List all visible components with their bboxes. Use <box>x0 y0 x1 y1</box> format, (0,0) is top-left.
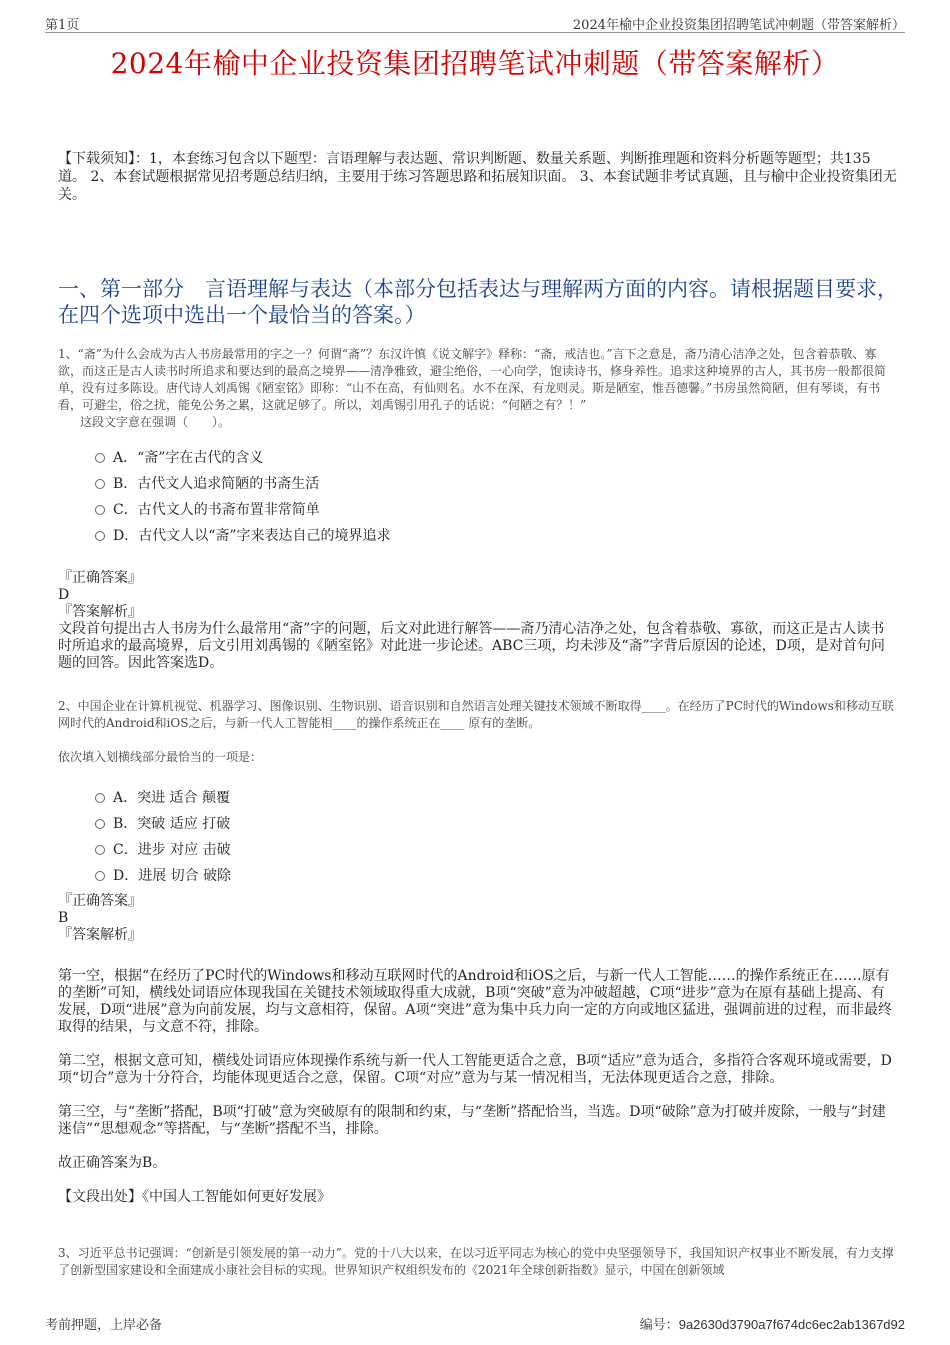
page-header <box>45 14 905 33</box>
option-label: D．古代文人以“斋”字来表达自己的境界追求 <box>113 528 391 544</box>
question-3-stem: 3、习近平总书记强调：“创新是引领发展的第一动力”。党的十八大以来，在以习近平同志为核心的党中央坚强领导下，我国知识产权事业不断发展，有力支撑了创新型国家建设和全面建成小康社会目标的实现。世界知识产权组织发布的《2021年全球创新指数》显示，中国在创新领域 <box>58 1246 894 1277</box>
question-2-analysis <box>58 968 896 1223</box>
answer-value: B <box>58 910 69 926</box>
answer-label: 『正确答案』 <box>58 570 142 586</box>
option-label: D．进展 切合 破除 <box>113 868 232 884</box>
option-label: A．突进 适合 颠覆 <box>113 790 231 806</box>
answer-label: 『正确答案』 <box>58 893 142 909</box>
question-1-prompt: 这段文字意在强调（ ）。 <box>80 415 231 429</box>
option-label: B．古代文人追求简陋的书斋生活 <box>113 476 320 492</box>
radio-icon[interactable] <box>95 531 105 541</box>
option-c[interactable] <box>95 497 391 523</box>
question-2 <box>58 698 898 766</box>
question-3 <box>58 1245 898 1279</box>
download-notice: 【下载须知】：1，本套练习包含以下题型：言语理解与表达题、常识判断题、数量关系题、判断推理题和资料分析题等题型；共135道。 2、本套试题根据常见招考题总结归纳，主要用于练习答题思路和拓展知识面。 3、本套试题非考试真题，且与榆中企业投资集团无关。 <box>58 151 897 203</box>
question-1 <box>58 346 898 431</box>
option-a[interactable] <box>95 445 391 471</box>
question-2-answer-block <box>58 893 898 944</box>
radio-icon[interactable] <box>95 871 105 881</box>
radio-icon[interactable] <box>95 479 105 489</box>
analysis-label: 『答案解析』 <box>58 604 142 620</box>
radio-icon[interactable] <box>95 845 105 855</box>
option-label: A．“斋”字在古代的含义 <box>113 450 264 466</box>
header-doc-title: 2024年榆中企业投资集团招聘笔试冲刺题（带答案解析） <box>572 18 905 33</box>
radio-icon[interactable] <box>95 505 105 515</box>
text-source: 【文段出处】《中国人工智能如何更好发展》 <box>58 1189 331 1205</box>
radio-icon[interactable] <box>95 819 105 829</box>
option-c[interactable] <box>95 837 231 863</box>
option-d[interactable] <box>95 863 231 889</box>
document-title: 2024年榆中企业投资集团招聘笔试冲刺题（带答案解析） <box>110 47 840 80</box>
radio-icon[interactable] <box>95 793 105 803</box>
code-label: 编号： <box>639 1318 679 1333</box>
analysis-text: 文段首句提出古人书房为什么最常用“斋”字的问题，后文对此进行解答——斋乃清心洁净之处，包含着恭敬、寡欲，而这正是古人读书时所追求的最高境界，后文引用刘禹锡的《陋室铭》对此进一步论述。ABC三项，均未涉及“斋”字背后原因的论述，D项，是对首句问题的回答。因此答案选D。 <box>58 621 885 671</box>
question-1-answer-block <box>58 570 898 672</box>
option-label: C．古代文人的书斋布置非常简单 <box>113 502 320 518</box>
footer-slogan: 考前押题，上岸必备 <box>45 1318 163 1333</box>
code-value: 9a2630d3790a7f674dc6ec2ab1367d92 <box>678 1317 905 1332</box>
option-a[interactable] <box>95 785 231 811</box>
footer-code <box>640 1314 905 1333</box>
page-number: 第1页 <box>45 18 80 33</box>
analysis-paragraph: 第一空，根据“在经历了PC时代的Windows和移动互联网时代的Android和iOS之后，与新一代人工智能……的操作系统正在……原有的垄断”可知，横线处词语应体现我国在关键技术领域取得重大成就，B项“突破”意为冲破超越，C项“进步”意为在原有基础上提高、有发展，D项“进展”意为向前发展，均与文意相符，保留。A项“突进”意为集中兵力向一定的方向或地区猛进，强调前进的过程，而非最终取得的结果，与文意不符，排除。 <box>58 968 892 1035</box>
radio-icon[interactable] <box>95 453 105 463</box>
answer-value: D <box>58 587 70 603</box>
question-2-prompt: 依次填入划横线部分最恰当的一项是： <box>58 750 263 764</box>
option-b[interactable] <box>95 811 231 837</box>
analysis-paragraph: 故正确答案为B。 <box>58 1155 167 1171</box>
option-label: B．突破 适应 打破 <box>113 816 231 832</box>
question-2-options <box>95 785 231 889</box>
analysis-paragraph: 第三空，与“垄断”搭配，B项“打破”意为突破原有的限制和约束，与“垄断”搭配恰当，当选。D项“破除”意为打破并废除，一般与“封建迷信”“思想观念”等搭配，与“垄断”搭配不当，排除。 <box>58 1104 886 1137</box>
option-label: C．进步 对应 击破 <box>113 842 231 858</box>
question-1-options <box>95 445 391 549</box>
option-d[interactable] <box>95 523 391 549</box>
question-1-stem: 1、“斋”为什么会成为古人书房最常用的字之一？何谓“斋”？东汉许慎《说文解字》释称：“斋，戒洁也。”言下之意是，斋乃清心洁净之处，包含着恭敬、寡欲，而这正是古人读书时所追求和要达到的最高之境界——清净雅致，避尘绝俗，一心向学，饱读诗书，修身养性。追求这种境界的古人，其书房一般都很简单，没有过多陈设。唐代诗人刘禹锡《陋室铭》即称：“山不在高，有仙则名。水不在深，有龙则灵。斯是陋室，惟吾德馨。”书房虽然简陋，但有琴谈，有书看，可避尘，俗之扰，能免公务之累，这就足够了。所以，刘禹锡引用孔子的话说：“何陋之有？！” <box>58 347 887 412</box>
option-b[interactable] <box>95 471 391 497</box>
section-heading: 一、第一部分 言语理解与表达（本部分包括表达与理解两方面的内容。请根据题目要求，在四个选项中选出一个最恰当的答案。） <box>58 277 898 327</box>
question-2-stem: 2、中国企业在计算机视觉、机器学习、图像识别、生物识别、语音识别和自然语言处理关键技术领域不断取得____。在经历了PC时代的Windows和移动互联网时代的Android和iOS之后，与新一代人工智能相____的操作系统正在____ 原有的垄断。 <box>58 699 894 730</box>
analysis-label: 『答案解析』 <box>58 927 142 943</box>
analysis-paragraph: 第二空，根据文意可知，横线处词语应体现操作系统与新一代人工智能更适合之意，B项“适应”意为适合，多指符合客观环境或需要，D项“切合”意为十分符合，均能体现更适合之意，保留。C项“对应”意为与某一情况相当，无法体现更适合之意，排除。 <box>58 1053 892 1086</box>
